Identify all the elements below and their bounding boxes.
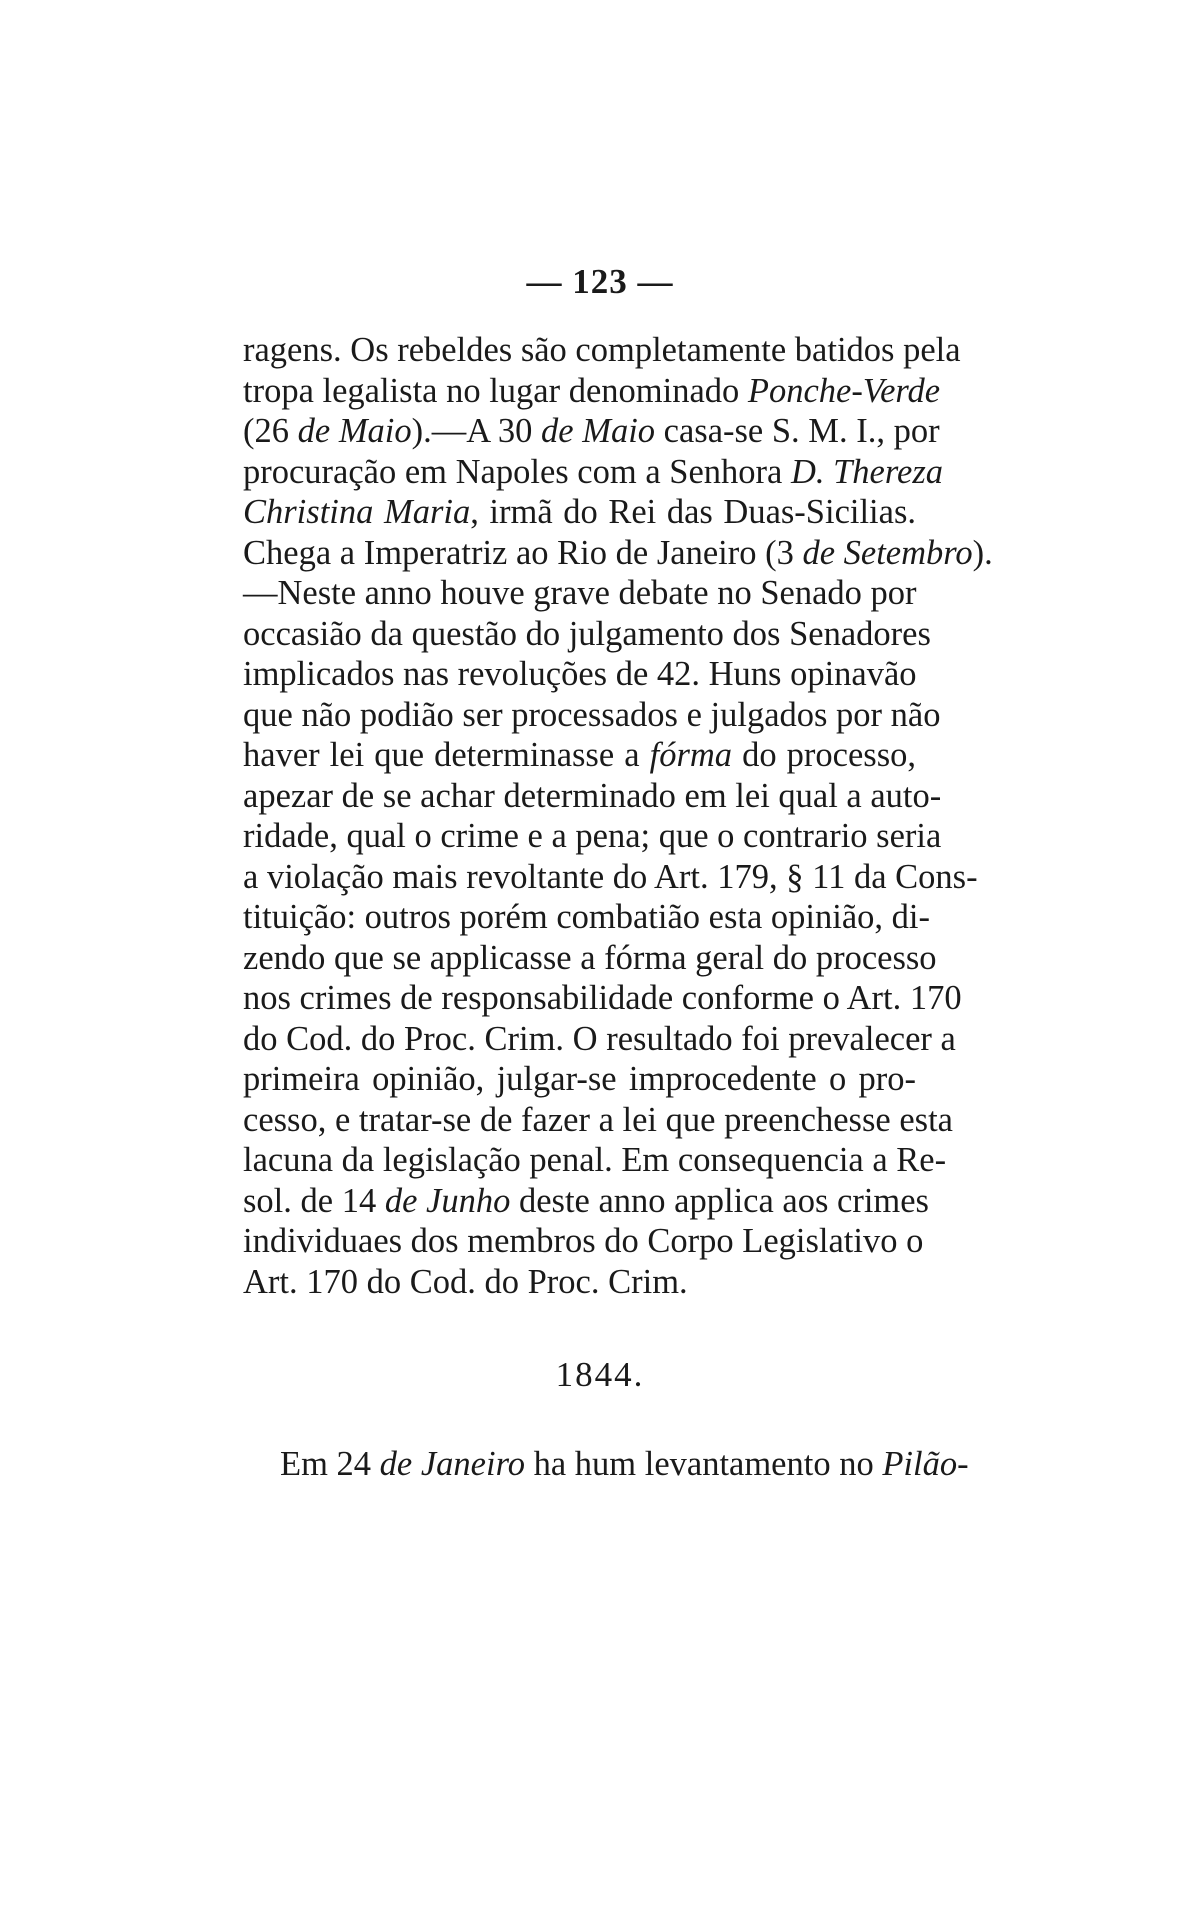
body-paragraph [243, 330, 993, 1302]
italic-text: de Junho [384, 1181, 511, 1220]
text-segment: do processo, [732, 736, 916, 774]
italic-text: Christina Maria [243, 493, 471, 531]
text-segment: deste anno applica aos crimes [510, 1181, 929, 1220]
text-segment: (26 [243, 412, 298, 450]
page-number: — 123 — [526, 262, 674, 301]
text-segment: sol. de 14 [243, 1181, 385, 1220]
text-segment: procuração em Napoles com a Senhora [243, 452, 791, 491]
text-line [243, 938, 937, 979]
text-line [243, 1262, 916, 1303]
text-line [243, 857, 978, 898]
italic-text: Ponche-Verde [747, 371, 941, 410]
text-segment: ). [972, 533, 993, 572]
text-segment: tropa legalista no lugar denominado [243, 371, 748, 410]
text-line [243, 1100, 953, 1141]
text-line [243, 614, 931, 655]
text-segment: individuaes dos membros do Corpo Legislativo o [243, 1222, 924, 1260]
italic-text: de Setembro [802, 533, 973, 572]
text-segment: ha hum levantamento no [524, 1445, 883, 1483]
text-line [243, 533, 993, 574]
text-line [243, 776, 942, 817]
text-segment: , irmã do Rei das Duas-Sicilias. [470, 493, 917, 531]
section-first-line [280, 1444, 969, 1485]
text-segment: zendo que se applicasse a fórma geral do processo [243, 938, 937, 977]
italic-text: de Maio [541, 412, 656, 450]
text-line [243, 654, 916, 695]
text-line [243, 1181, 929, 1222]
text-line [243, 1221, 924, 1262]
text-segment: a violação mais revoltante do Art. 179, § 11 da Cons- [243, 857, 978, 896]
italic-text: de Maio [297, 412, 412, 450]
italic-text: fórma [649, 736, 733, 774]
text-line [243, 492, 916, 533]
text-segment: apezar de se achar determinado em lei qual a auto- [243, 776, 942, 815]
text-segment: occasião da questão do julgamento dos Senadores [243, 614, 931, 653]
text-segment: Em 24 [280, 1445, 380, 1483]
italic-text: Pilão- [882, 1445, 969, 1483]
text-segment: que não podião ser processados e julgados por não [243, 695, 941, 734]
text-segment: haver lei que determinasse a [243, 736, 650, 774]
text-line [243, 735, 916, 776]
text-segment: ).—A 30 [411, 412, 542, 450]
text-segment: ridade, qual o crime e a pena; que o contrario seria [243, 817, 942, 855]
text-line [243, 1140, 947, 1181]
text-line [243, 897, 930, 938]
text-line [243, 330, 961, 371]
text-segment: Chega a Imperatriz ao Rio de Janeiro (3 [243, 533, 803, 572]
text-segment: nos crimes de responsabilidade conforme o Art. 170 [243, 979, 962, 1017]
text-segment: tituição: outros porém combatião esta opinião, di- [243, 898, 930, 936]
text-segment: lacuna da legislação penal. Em consequencia a Re- [243, 1141, 947, 1179]
text-segment: cesso, e tratar-se de fazer a lei que preenchesse esta [243, 1100, 953, 1139]
text-segment: —Neste anno houve grave debate no Senado por [243, 574, 917, 612]
text-line [243, 1019, 956, 1060]
text-segment: ragens. Os rebeldes são completamente batidos pela [243, 331, 961, 369]
text-line [243, 816, 942, 857]
text-line [243, 1059, 916, 1100]
text-line [243, 411, 940, 452]
text-line [243, 371, 941, 412]
text-segment: casa-se S. M. I., por [655, 412, 940, 450]
text-segment: implicados nas revoluções de 42. Huns opinavão [243, 655, 917, 693]
italic-text: D. Thereza [790, 452, 944, 491]
italic-text: de Janeiro [379, 1445, 525, 1483]
text-segment: do Cod. do Proc. Crim. O resultado foi prevalecer a [243, 1019, 956, 1058]
text-line [243, 573, 916, 614]
text-line [243, 452, 944, 493]
year-heading: 1844. [555, 1355, 645, 1394]
text-segment: Art. 170 do Cod. do Proc. Crim. [243, 1262, 688, 1301]
text-segment: primeira opinião, julgar-se improcedente o pro- [243, 1060, 916, 1098]
text-line [243, 978, 962, 1019]
text-line [243, 695, 941, 736]
